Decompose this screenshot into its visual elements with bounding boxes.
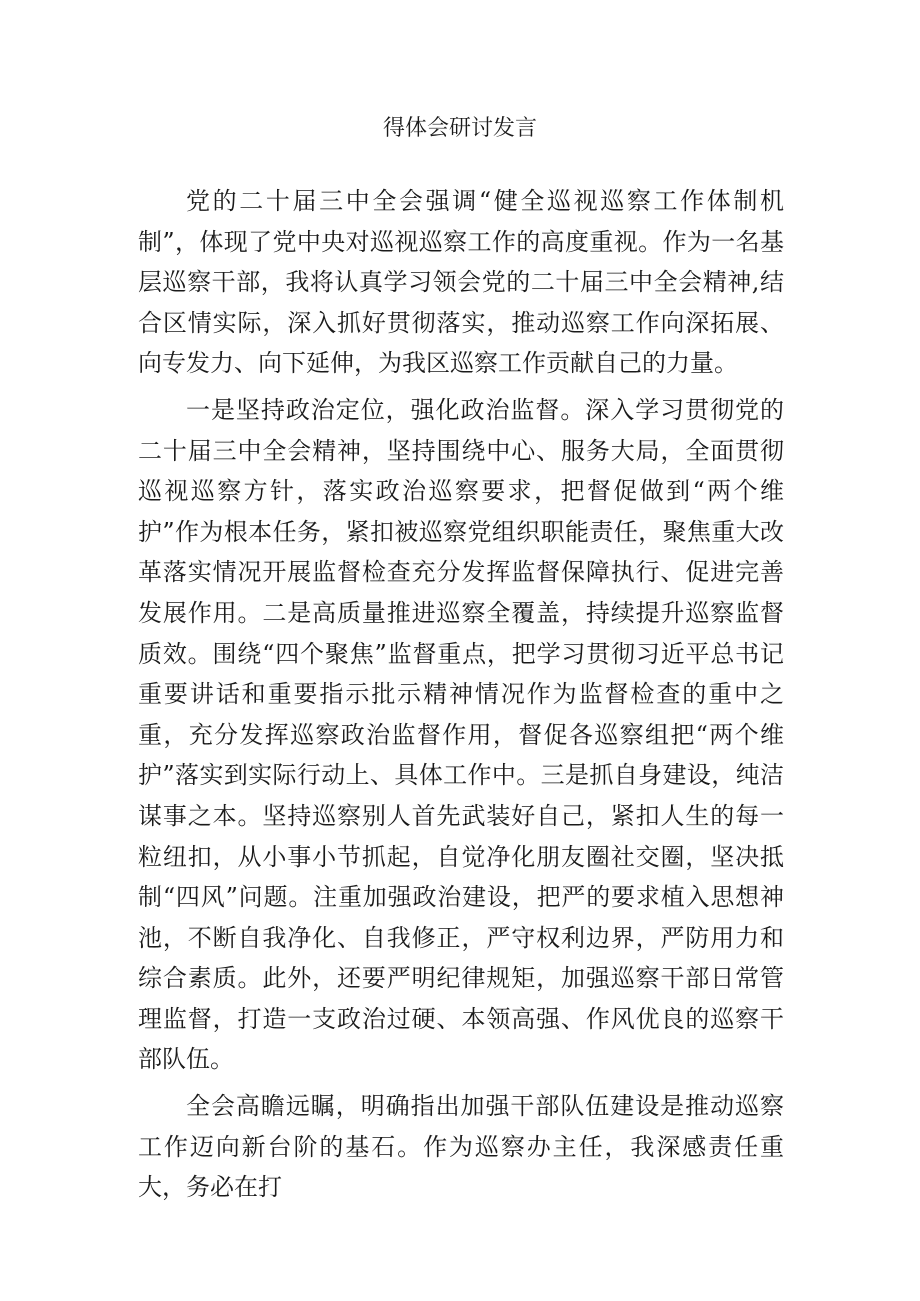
paragraph-measures: 一是坚持政治定位，强化政治监督。深入学习贯彻党的二十届三中全会精神，坚持围绕中心、服务大局，全面贯彻巡视巡察方针，落实政治巡察要求，把督促做到“两个维护”作为根本任务，紧扣被巡察党组织职能责任，聚焦重大改革落实情况开展监督检查充分发挥监督保障执行、促进完善发展作用。二是高质量推进巡察全覆盖，持续提升巡察监督质效。围绕“四个聚焦”监督重点，把学习贯彻习近平总书记重要讲话和重要指示批示精神情况作为监督检查的重中之重，充分发挥巡察政治监督作用，督促各巡察组把“两个维护”落实到实际行动上、具体工作中。三是抓自身建设，纯洁谋事之本。坚持巡察别人首先武装好自己，紧扣人生的每一粒纽扣，从小事小节抓起，自觉净化朋友圈社交圈，坚决抵制“四风”问题。注重加强政治建设，把严的要求植入思想神池，不断自我净化、自我修正，严守权利边界，严防用力和综合素质。此外，还要严明纪律规矩，加强巡察干部日常管理监督，打造一支政治过硬、本领高强、作风优良的巡察干部队伍。 bbox=[138, 395, 784, 1074]
paragraph-intro: 党的二十届三中全会强调“健全巡视巡察工作体制机制”，体现了党中央对巡视巡察工作的高度重视。作为一名基层巡察干部，我将认真学习领会党的二十届三中全会精神,结合区情实际，深入抓好贯彻落实，推动巡察工作向深拓展、向专发力、向下延伸，为我区巡察工作贡献自己的力量。 bbox=[138, 187, 784, 378]
document-title: 得体会研讨发言 bbox=[382, 116, 537, 141]
paragraph-team-building: 全会高瞻远瞩，明确指出加强干部队伍建设是推动巡察工作迈向新台阶的基石。作为巡察办主任，我深感责任重大，务必在打 bbox=[138, 1092, 784, 1202]
document-body bbox=[138, 181, 784, 1208]
